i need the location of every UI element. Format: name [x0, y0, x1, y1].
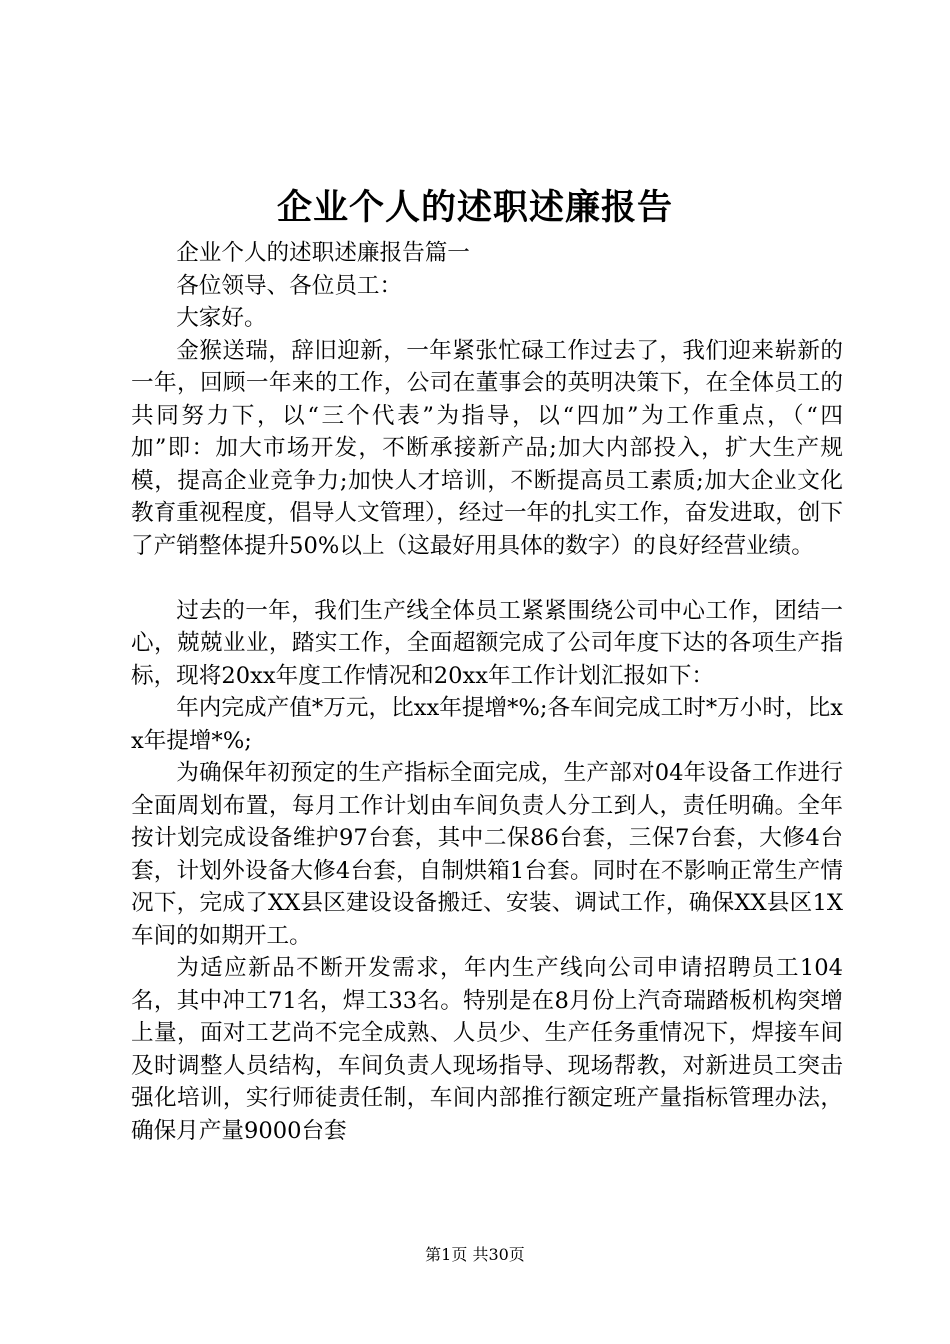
- paragraph-output: 年内完成产值*万元，比xx年提增*%;各车间完成工时*万小时，比xx年提增*%;: [131, 695, 843, 754]
- greeting: 大家好。: [176, 305, 267, 331]
- document-title: 企业个人的述职述廉报告: [276, 187, 673, 228]
- paragraph-intro: 金猴送瑞，辞旧迎新，一年紧张忙碌工作过去了，我们迎来崭新的一年，回顾一年来的工作，公司在董事会的英明决策下，在全体员工的共同努力下，以“三个代表”为指导，以“四加”为工作重点，（“四加”即：加大市场开发，不断承接新产品;加大内部投入，扩大生产规模，提高企业竞争力;加快人才培训，不断提高员工素质;加大企业文化教育重视程度，倡导人文管理），经过一年的扎实工作，奋发进取，创下了产销整体提升50%以上（这最好用具体的数字）的良好经营业绩。: [131, 337, 843, 559]
- page-number: 第1页 共30页: [425, 1245, 525, 1264]
- paragraph-equipment: 为确保年初预定的生产指标全面完成，生产部对04年设备工作进行全面周划布置，每月工作计划由车间负责人分工到人，责任明确。全年按计划完成设备维护97台套，其中二保86台套，三保7台套，大修4台套，计划外设备大修4台套，自制烘箱1台套。同时在不影响正常生产情况下，完成了XX县区建设设备搬迁、安装、调试工作，确保XX县区1X车间的如期开工。: [131, 760, 843, 949]
- document-body: [131, 237, 843, 1147]
- salutation: 各位领导、各位员工：: [176, 272, 403, 299]
- paragraph-summary: 过去的一年，我们生产线全体员工紧紧围绕公司中心工作，团结一心，兢兢业业，踏实工作，全面超额完成了公司年度下达的各项生产指标，现将20xx年度工作情况和20xx年工作计划汇报如下：: [131, 597, 843, 689]
- paragraph-staffing: 为适应新品不断开发需求，年内生产线向公司申请招聘员工104名，其中冲工71名，焊工33名。特别是在8月份上汽奇瑞踏板机构突增上量，面对工艺尚不完全成熟、人员少、生产任务重情况下，焊接车间及时调整人员结构，车间负责人现场指导、现场帮教，对新进员工突击强化培训，实行师徒责任制，车间内部推行额定班产量指标管理办法，确保月产量9000台套: [131, 955, 843, 1144]
- section-heading: 企业个人的述职述廉报告篇一: [176, 240, 470, 266]
